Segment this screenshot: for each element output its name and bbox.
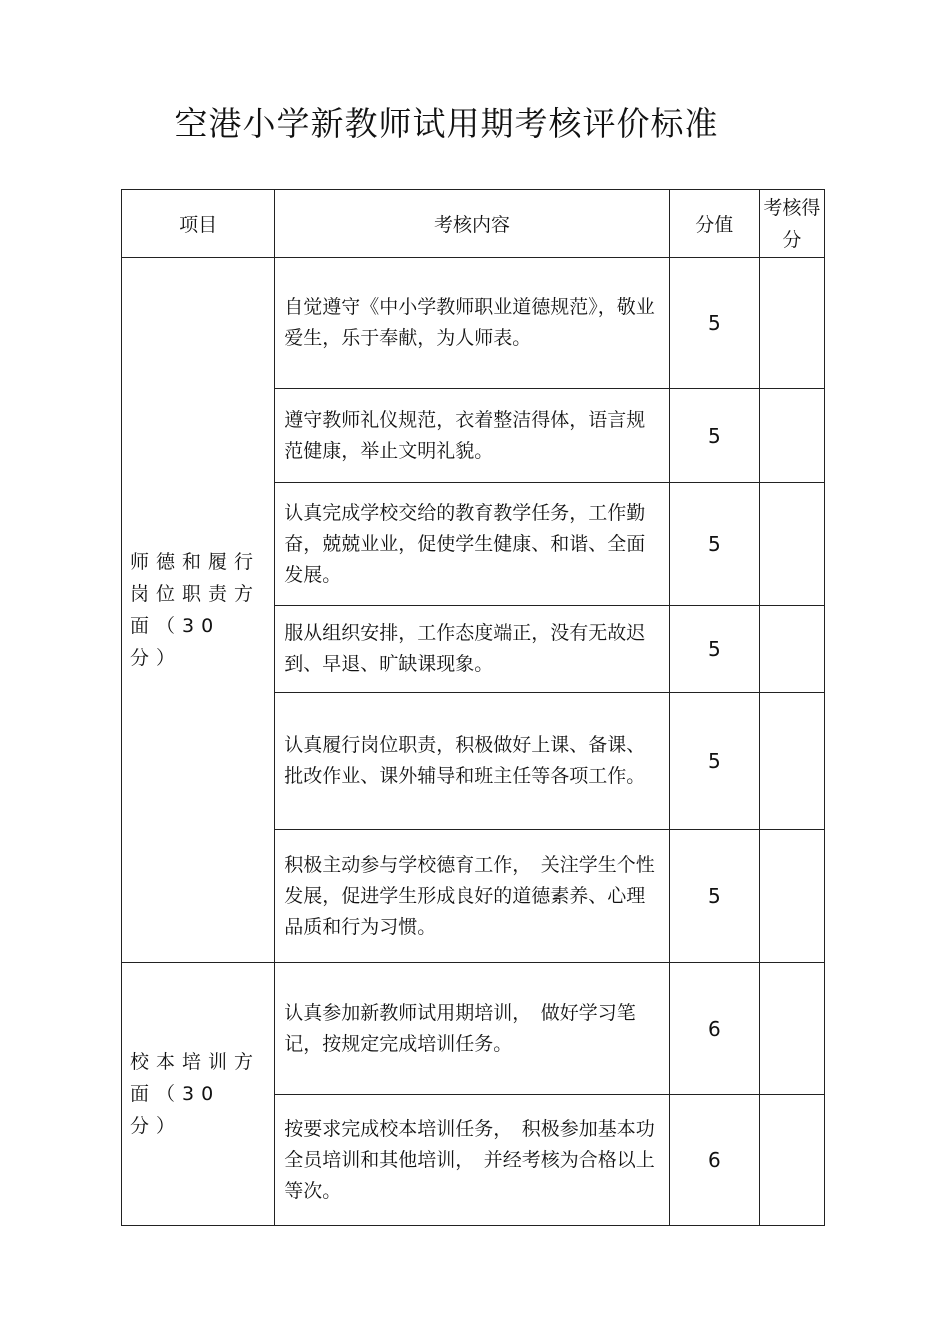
document-title: 空港小学新教师试用期考核评价标准	[174, 104, 719, 143]
header-score: 分值	[669, 190, 759, 258]
score-cell: 5	[669, 606, 759, 693]
category-school-training: 校本培训方面（30 分）	[122, 963, 275, 1226]
evaluation-table	[121, 189, 825, 1226]
content-cell: 积极主动参与学校德育工作， 关注学生个性发展，促进学生形成良好的道德素养、心理品质和行为习惯。	[275, 830, 670, 963]
result-cell	[759, 483, 824, 606]
score-cell: 5	[669, 830, 759, 963]
header-content: 考核内容	[275, 190, 670, 258]
table-row	[122, 258, 825, 389]
content-cell: 认真参加新教师试用期培训， 做好学习笔记，按规定完成培训任务。	[275, 963, 670, 1095]
table-header-row	[122, 190, 825, 258]
table-row	[122, 963, 825, 1095]
content-cell: 认真完成学校交给的教育教学任务，工作勤奋，兢兢业业，促使学生健康、和谐、全面发展。	[275, 483, 670, 606]
result-cell	[759, 258, 824, 389]
result-cell	[759, 693, 824, 830]
category-ethics-duties: 师德和履行岗位职责方面（30 分）	[122, 258, 275, 963]
content-cell: 认真履行岗位职责，积极做好上课、备课、批改作业、课外辅导和班主任等各项工作。	[275, 693, 670, 830]
content-cell: 自觉遵守《中小学教师职业道德规范》，敬业爱生，乐于奉献，为人师表。	[275, 258, 670, 389]
result-cell	[759, 606, 824, 693]
score-cell: 5	[669, 693, 759, 830]
header-item: 项目	[122, 190, 275, 258]
score-cell: 6	[669, 1095, 759, 1226]
score-cell: 5	[669, 483, 759, 606]
score-cell: 5	[669, 389, 759, 483]
header-result: 考核得分	[759, 190, 824, 258]
score-cell: 6	[669, 963, 759, 1095]
result-cell	[759, 830, 824, 963]
result-cell	[759, 1095, 824, 1226]
content-cell: 按要求完成校本培训任务， 积极参加基本功全员培训和其他培训， 并经考核为合格以上等次。	[275, 1095, 670, 1226]
content-cell: 遵守教师礼仪规范，衣着整洁得体，语言规范健康，举止文明礼貌。	[275, 389, 670, 483]
content-cell: 服从组织安排，工作态度端正，没有无故迟到、早退、旷缺课现象。	[275, 606, 670, 693]
result-cell	[759, 389, 824, 483]
score-cell: 5	[669, 258, 759, 389]
result-cell	[759, 963, 824, 1095]
